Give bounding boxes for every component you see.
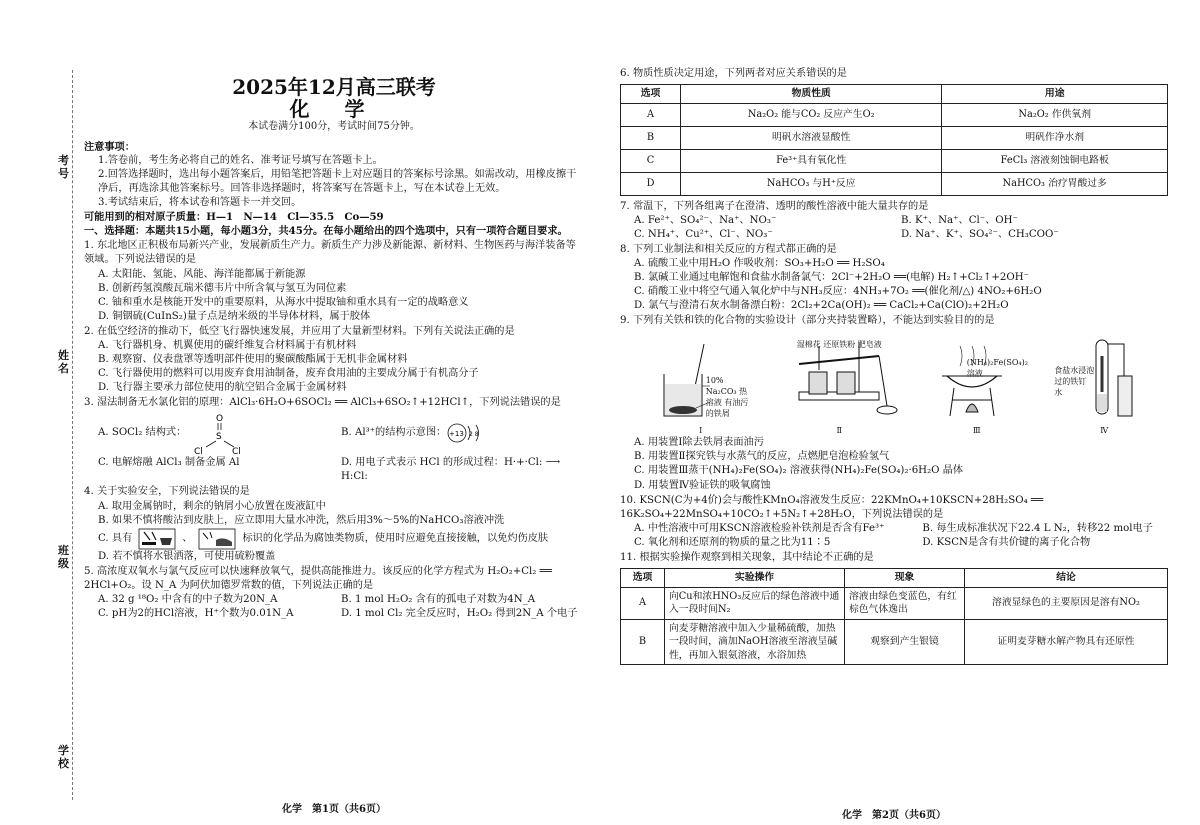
table-cell: 明矾水溶液显酸性 xyxy=(681,126,942,149)
option-b: B. 每生成标准状况下22.4 L N₂，转移22 mol电子 xyxy=(922,522,1153,534)
option-c-row: C. 具有 、 标识的化学品为腐蚀类物质，使用时应避免直接接触，以免灼伤皮肤 xyxy=(84,528,584,550)
question-6 xyxy=(620,67,1168,196)
option-d: D. 氯气与澄清石灰水制备漂白粉：2Cl₂+2Ca(OH)₂ ══ CaCl₂+Ca(ClO)₂+2H₂O xyxy=(634,300,1009,312)
table-cell: 向Cu和浓HNO₃反应后的绿色溶液中通入一段时间N₂ xyxy=(665,587,845,619)
option-d: D. Na⁺、K⁺、SO₄²⁻、CH₃COO⁻ xyxy=(901,228,1059,240)
option-a: A. Fe²⁺、SO₄²⁻、Na⁺、NO₃⁻ xyxy=(634,214,777,226)
option-a: A. 32 g ¹⁸O₂ 中含有的中子数为20N_A xyxy=(98,593,278,605)
exam-title: 2025年12月高三联考 xyxy=(232,75,436,99)
table-cell: 观察到产生银镜 xyxy=(845,619,965,665)
option-d: D. 1 mol Cl₂ 完全反应时，H₂O₂ 得到2N_A 个电子 xyxy=(341,607,578,619)
table-cell: NaHCO₃ 与H⁺反应 xyxy=(681,172,942,195)
option-a: A. 太阳能、氢能、风能、海洋能都属于新能源 xyxy=(98,268,306,280)
notes-heading: 注意事项： xyxy=(84,140,135,153)
table-cell: Na₂O₂ 作供氧剂 xyxy=(942,103,1168,126)
note-3: 3.考试结束后，将本试卷和答题卡一并交回。 xyxy=(98,197,302,209)
note-2: 2.回答选择题时，选出每小题答案后，用铅笔把答题卡上对应题目的答案标号涂黑。如需改动，用橡皮擦干净后，再选涂其他答案标号。回答非选择题时，将答案写在答题卡上，写在本试卷上无效。 xyxy=(98,168,577,195)
question-4 xyxy=(84,485,584,563)
exam-meta: 本试卷满分100分，考试时间75分钟。 xyxy=(248,121,420,132)
figure-number: Ⅰ xyxy=(699,426,703,436)
figure-number: Ⅱ xyxy=(836,426,842,436)
ion-core: +13 xyxy=(449,430,465,439)
option-c: C. 铀和重水是核能开发中的重要原料，从海水中提取铀和重水具有一定的战略意义 xyxy=(98,296,469,308)
question-stem: 5. 高浓度双氧水与氯气反应可以快速释放氧气，提供高能推进力。该反应的化学方程式为 H₂O₂+Cl₂ ══ 2HCl+O₂。设 N_A 为阿伏加德罗常数的值，下列说法正确的是 xyxy=(84,565,552,591)
option-a: A. 取用金属钠时，剩余的钠屑小心放置在废液缸中 xyxy=(98,500,326,512)
figure-number: Ⅳ xyxy=(1100,426,1109,436)
table-header: 用途 xyxy=(942,85,1168,104)
option-d: D. 飞行器主要承力部位使用的航空铝合金属于金属材料 xyxy=(98,382,347,394)
label-exam-number: 考号 xyxy=(58,154,69,180)
table-cell: FeCl₃ 溶液刻蚀铜电路板 xyxy=(942,149,1168,172)
option-b: B. K⁺、Na⁺、Cl⁻、OH⁻ xyxy=(901,214,1018,226)
atomic-masses: 可能用到的相对原子质量：H—1 N—14 Cl—35.5 Co—59 xyxy=(84,211,384,224)
apparatus-1-label: 10% Na₂CO₃ 热溶液 有油污的铁屑 xyxy=(705,376,749,419)
table-cell: Na₂O₂ 能与CO₂ 反应产生O₂ xyxy=(681,103,942,126)
question-8 xyxy=(620,243,1168,313)
option-a: A. 硫酸工业中用H₂O 作吸收剂：SO₃+H₂O ══ H₂SO₄ xyxy=(634,257,885,269)
option-c: C. 硝酸工业中将空气通入氧化炉中与NH₃反应：4NH₃+7O₂ ══(催化剂/△) 4NO₂+6H₂O xyxy=(634,286,1042,298)
note-1: 1.答卷前，考生务必将自己的姓名、准考证号填写在答题卡上。 xyxy=(98,154,383,166)
table-cell: C xyxy=(621,149,681,172)
option-a: A. 用装置Ⅰ除去铁屑表面油污 xyxy=(634,437,764,449)
table-cell: D xyxy=(621,172,681,195)
apparatus-2 xyxy=(779,336,899,436)
option-a: A. 飞行器机身、机翼使用的碳纤维复合材料属于有机材料 xyxy=(98,339,357,351)
table-cell: NaHCO₃ 治疗胃酸过多 xyxy=(942,172,1168,195)
apparatus-3 xyxy=(927,336,1027,436)
option-c: C. 氧化剂和还原剂的物质的量之比为11∶5 xyxy=(634,536,831,548)
option-b: B. 如果不慎将酸沾到皮肤上，应立即用大量水冲洗，然后用3%～5%的NaHCO₃溶液冲洗 xyxy=(98,514,505,526)
table-row xyxy=(621,103,1168,126)
table-row xyxy=(621,149,1168,172)
corrosive-hand-icon xyxy=(198,528,236,550)
option-c: C. 电解熔融 AlCl₃ 制备金属 Al xyxy=(98,457,240,469)
apparatus-1 xyxy=(650,340,752,436)
option-c-prefix: C. 具有 xyxy=(98,532,133,544)
table-row xyxy=(621,619,1168,665)
option-b: B. Al³⁺的结构示意图： xyxy=(341,427,447,439)
question-stem: 3. 湿法制备无水氯化铝的原理：AlCl₃·6H₂O+6SOCl₂ ══ AlCl₃+6SO₂↑+12HCl↑，下列说法错误的是 xyxy=(84,397,561,409)
question-7 xyxy=(620,200,1168,242)
question-stem: 1. 东北地区正积极布局新兴产业，发展新质生产力。新质生产力涉及新能源、新材料、生物医药与海洋装备等领域。下列说法错误的是 xyxy=(84,240,576,266)
option-b: B. 观察窗、仪表盘罩等透明部件使用的聚碳酸酯属于无机非金属材料 xyxy=(98,353,408,365)
table-cell: 溶液显绿色的主要原因是溶有NO₂ xyxy=(965,587,1168,619)
cut-line xyxy=(72,70,73,800)
page-1 xyxy=(84,60,584,816)
label-class: 班级 xyxy=(58,544,69,570)
question-10 xyxy=(620,494,1168,550)
question-stem: 11. 根据实验操作观察到相关现象，其中结论不正确的是 xyxy=(620,551,874,563)
page-footer: 化学 第2页（共6页） xyxy=(842,810,946,822)
table-header: 选项 xyxy=(621,569,665,588)
apparatus-4-label: 食盐水浸泡过的铁钉 水 xyxy=(1054,366,1095,398)
ion-shells: 2 8 xyxy=(469,431,479,439)
table-cell: B xyxy=(621,619,665,665)
option-d: D. 若不慎将水银洒落，可使用硫粉覆盖 xyxy=(98,550,276,562)
table-header: 现象 xyxy=(845,569,965,588)
option-b: B. 氯碱工业通过电解饱和食盐水制备氯气：2Cl⁻+2H₂O ══(电解) H₂↑+Cl₂↑+2OH⁻ xyxy=(634,271,1029,283)
question-stem: 6. 物质性质决定用途，下列两者对应关系错误的是 xyxy=(620,68,847,79)
option-a: A. 中性溶液中可用KSCN溶液检验补铁剂是否含有Fe³⁺ xyxy=(634,522,885,534)
socl2-structure-diagram xyxy=(186,411,256,455)
question-1 xyxy=(84,239,584,323)
table-cell: A xyxy=(621,587,665,619)
binding-gutter xyxy=(0,0,82,825)
option-c-suffix: 标识的化学品为腐蚀类物质，使用时应避免直接接触，以免灼伤皮肤 xyxy=(242,532,549,544)
table-header: 物质性质 xyxy=(681,85,942,104)
option-c: C. 飞行器使用的燃料可以用废弃食用油制备，废弃食用油的主要成分属于有机高分子 xyxy=(98,368,479,380)
struct-cl-right: Cl xyxy=(232,447,242,456)
option-c: C. pH为2的HCl溶液，H⁺个数为0.01N_A xyxy=(98,607,294,619)
option-d: D. KSCN是含有共价键的离子化合物 xyxy=(922,536,1091,548)
apparatus-figures xyxy=(620,328,1168,436)
option-b: B. 用装置Ⅱ探究铁与水蒸气的反应，点燃肥皂泡检验氢气 xyxy=(634,451,890,463)
table-cell: B xyxy=(621,126,681,149)
question-stem: 4. 关于实验安全，下列说法错误的是 xyxy=(84,486,250,498)
option-d: D. 用装置Ⅳ验证铁的吸氧腐蚀 xyxy=(634,479,771,491)
apparatus-3-label: (NH₄)₂Fe(SO₄)₂ 溶液 xyxy=(966,358,1028,379)
property-use-table xyxy=(620,84,1168,196)
apparatus-4 xyxy=(1054,336,1154,436)
table-row xyxy=(621,126,1168,149)
table-cell: 明矾作净水剂 xyxy=(942,126,1168,149)
question-stem: 10. KSCN(C为+4价)会与酸性KMnO₄溶液发生反应：22KMnO₄+10KSCN+28H₂SO₄ ══ 16K₂SO₄+22MnSO₄+10CO₂↑+5N₂↑+28H₂O，下列说法错误的是 xyxy=(620,494,1044,520)
struct-cl-left: Cl xyxy=(194,447,204,456)
table-row xyxy=(621,172,1168,195)
question-stem: 2. 在低空经济的推动下，低空飞行器快速发展，并应用了大量新型材料。下列有关说法正确的是 xyxy=(84,325,515,337)
option-c: C. NH₄⁺、Cu²⁺、Cl⁻、NO₃⁻ xyxy=(634,228,773,240)
struct-s: S xyxy=(216,432,223,443)
table-cell: 溶液由绿色变蓝色，有红棕色气体逸出 xyxy=(845,587,965,619)
option-a: A. SOCl₂ 结构式： xyxy=(98,427,187,439)
question-3 xyxy=(84,396,584,484)
section-heading: 一、选择题：本题共15小题，每小题3分，共45分。在每小题给出的四个选项中，只有一项符合题目要求。 xyxy=(84,225,568,238)
page-2 xyxy=(620,66,1168,822)
table-row xyxy=(621,587,1168,619)
question-5 xyxy=(84,565,584,621)
struct-o: O xyxy=(216,414,224,425)
page-footer: 化学 第1页（共6页） xyxy=(282,804,386,816)
table-cell: 证明麦芽糖水解产物具有还原性 xyxy=(965,619,1168,665)
option-b: B. 创新药氢溴酸瓦瑞米德韦片中所含氧与氢互为同位素 xyxy=(98,282,347,294)
table-cell: A xyxy=(621,103,681,126)
table-header: 实验操作 xyxy=(665,569,845,588)
question-stem: 8. 下列工业制法和相关反应的方程式都正确的是 xyxy=(620,243,837,255)
experiment-table xyxy=(620,568,1168,665)
option-d: D. 用电子式表示 HCl 的形成过程：H·+·Cl: ⟶ H:Cl: xyxy=(341,457,561,483)
question-11 xyxy=(620,551,1168,665)
option-b: B. 1 mol H₂O₂ 含有的孤电子对数为4N_A xyxy=(341,593,536,605)
question-9 xyxy=(620,314,1168,492)
question-stem: 7. 常温下，下列各组离子在澄清、透明的酸性溶液中能大量共存的是 xyxy=(620,200,929,212)
table-header: 选项 xyxy=(621,85,681,104)
al-ion-structure-diagram xyxy=(446,421,490,445)
question-stem: 9. 下列有关铁和铁的化合物的实验设计（部分夹持装置略），不能达到实验目的的是 xyxy=(620,315,995,327)
option-c: C. 用装置Ⅲ蒸干(NH₄)₂Fe(SO₄)₂ 溶液获得(NH₄)₂Fe(SO₄)₂·6H₂O 晶体 xyxy=(634,465,964,477)
table-header: 结论 xyxy=(965,569,1168,588)
table-cell: Fe³⁺具有氧化性 xyxy=(681,149,942,172)
exam-subject: 化 学 xyxy=(289,97,379,121)
option-d: D. 铜铟硫(CuInS₂)量子点是纳米级的半导体材料，属于胶体 xyxy=(98,310,371,322)
corrosive-hazard-icon xyxy=(138,528,176,550)
apparatus-2-label: 湿棉花 还原铁粉 肥皂液 xyxy=(796,340,882,350)
question-2 xyxy=(84,325,584,395)
figure-number: Ⅲ xyxy=(972,426,981,436)
label-school: 学校 xyxy=(58,744,69,770)
table-cell: 向麦芽糖溶液中加入少量稀硫酸，加热一段时间，滴加NaOH溶液至溶液呈碱性，再加入银氨溶液，水浴加热 xyxy=(665,619,845,665)
label-name: 姓名 xyxy=(58,349,69,375)
